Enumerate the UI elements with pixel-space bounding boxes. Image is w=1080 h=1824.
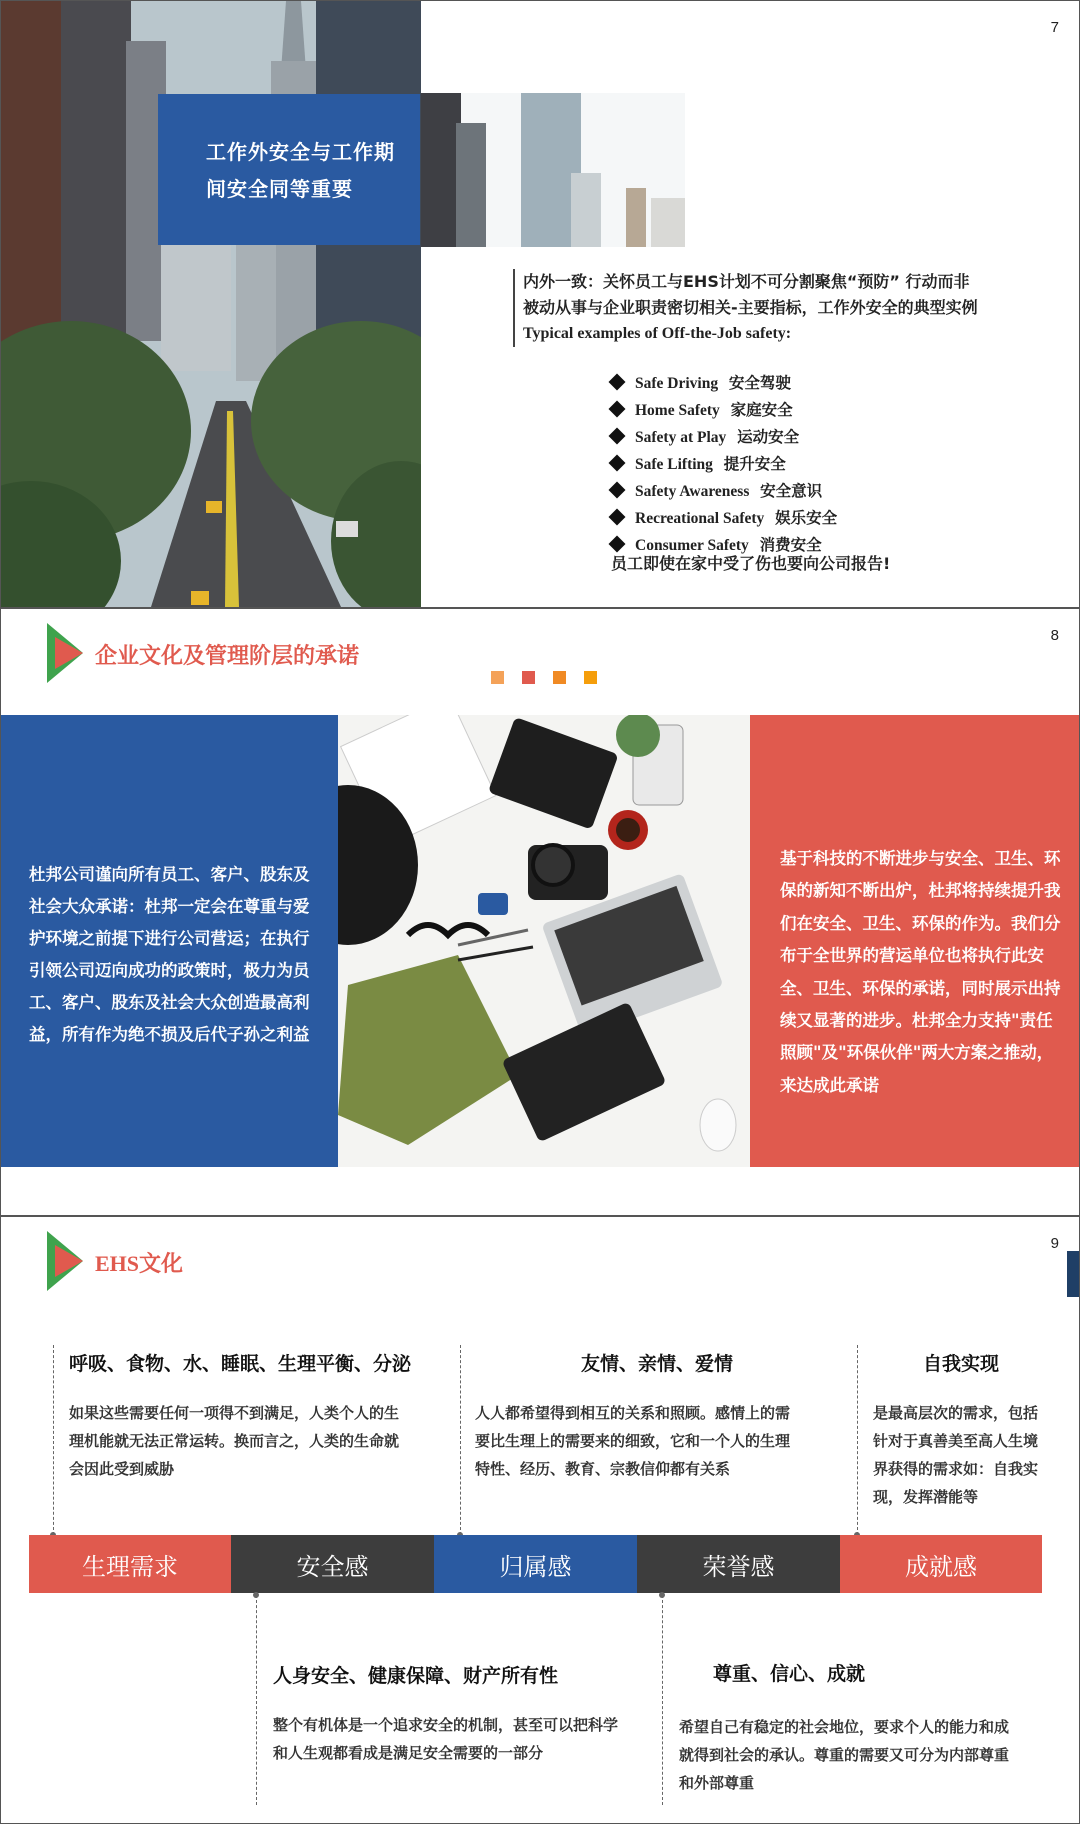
block-heading: 自我实现 (923, 1353, 1000, 1375)
side-tab-marker (1067, 1251, 1079, 1297)
commitment-left-panel: 杜邦公司谨向所有员工、客户、股东及社会大众承诺：杜邦一定会在尊重与爱护环境之前提下进行公司营运；在执行引领公司迈向成功的政策时，极力为员工、客户、股东及社会大众创造最高利益，所有作为绝不损及后代子孙之利益 (1, 715, 338, 1167)
connector-line (53, 1345, 54, 1535)
list-item: Safe Driving 安全驾驶 (611, 370, 837, 397)
triangle-logo-icon (47, 623, 83, 683)
stage-safety: 安全感 (231, 1535, 434, 1593)
desk-items-illustration (338, 715, 750, 1167)
list-item: Safe Lifting 提升安全 (611, 451, 837, 478)
stage-achievement: 成就感 (840, 1535, 1042, 1593)
stage-physiological: 生理需求 (29, 1535, 231, 1593)
block-text: 是最高层次的需求，包括 针对于真善美至高人生境 界获得的需求如：自我实 现，发挥潜能等 (873, 1404, 1039, 1506)
connector-line (662, 1595, 663, 1805)
block-heading: 呼吸、食物、水、睡眠、生理平衡、分泌 (69, 1353, 412, 1375)
slide-8-title: 企业文化及管理阶层的承诺 (95, 644, 360, 669)
block-text: 如果这些需要任何一项得不到满足，人类个人的生 理机能就无法正常运转。换而言之，人类的生命就 会因此受到威胁 (69, 1404, 400, 1478)
page-number: 7 (1050, 19, 1059, 36)
slide-8 (0, 608, 1080, 1216)
intro-line-3: Typical examples of Off-the-Job safety: (523, 325, 792, 342)
dot-icon (553, 671, 566, 684)
list-item: Consumer Safety 消费安全 (611, 532, 837, 559)
dot-icon (584, 671, 597, 684)
dot-icon (522, 671, 535, 684)
slide-9 (0, 1216, 1080, 1824)
city-street-illustration (1, 1, 421, 607)
diamond-bullet-icon (609, 428, 626, 445)
diamond-bullet-icon (609, 509, 626, 526)
block-text: 整个有机体是一个追求安全的机制，甚至可以把科学 和人生观都看成是满足安全需要的一部分 (273, 1716, 619, 1762)
intro-line-1: 内外一致：关怀员工与EHS计划不可分割聚焦“预防” 行动而非 (523, 272, 970, 291)
slide-7-title (158, 94, 420, 245)
page-number: 8 (1050, 627, 1059, 644)
footer-note: 员工即使在家中受了伤也要向公司报告! (611, 554, 891, 573)
diamond-bullet-icon (609, 536, 626, 553)
block-heading: 友情、亲情、爱情 (581, 1353, 734, 1375)
list-item: Safety at Play 运动安全 (611, 424, 837, 451)
stage-esteem: 荣誉感 (637, 1535, 840, 1593)
title-line-2: 间安全同等重要 (206, 177, 353, 201)
dot-icon (491, 671, 504, 684)
city-street-photo (1, 1, 421, 607)
block-heading: 人身安全、健康保障、财产所有性 (273, 1665, 559, 1687)
commitment-right-panel: 基于科技的不断进步与安全、卫生、环保的新知不断出炉，杜邦将持续提升我们在安全、卫生、环保的作为。我们分布于全世界的营运单位也将执行此安全、卫生、环保的承诺，同时展示出持续又显著的进步。杜邦全力支持"责任照顾"及"环保伙伴"两大方案之推动，来达成此承诺 (750, 715, 1079, 1167)
block-heading: 尊重、信心、成就 (713, 1663, 866, 1685)
triangle-logo-icon (47, 1231, 83, 1291)
connector-line (460, 1345, 461, 1535)
list-item: Safety Awareness 安全意识 (611, 478, 837, 505)
title-line-1: 工作外安全与工作期 (206, 140, 395, 164)
safety-examples-list (611, 370, 837, 559)
list-item: Home Safety 家庭安全 (611, 397, 837, 424)
connector-line (857, 1345, 858, 1535)
desk-flatlay-photo (338, 715, 750, 1167)
intro-line-2: 被动从事与企业职责密切相关-主要指标，工作外安全的典型实例 (523, 298, 978, 317)
diamond-bullet-icon (609, 374, 626, 391)
diamond-bullet-icon (609, 455, 626, 472)
list-item: Recreational Safety 娱乐安全 (611, 505, 837, 532)
diamond-bullet-icon (609, 401, 626, 418)
block-text: 人人都希望得到相互的关系和照顾。感情上的需 要比生理上的需要来的细致，它和一个人的生理 特性、经历、教育、宗教信仰都有关系 (475, 1404, 791, 1478)
slide-9-title: EHS文化 (95, 1251, 184, 1276)
page-number: 9 (1050, 1235, 1059, 1252)
slide-7 (0, 0, 1080, 608)
stage-belonging: 归属感 (434, 1535, 637, 1593)
block-text: 希望自己有稳定的社会地位，要求个人的能力和成 就得到社会的承认。尊重的需要又可分为内部尊重 和外部尊重 (679, 1718, 1010, 1792)
skyscraper-photo (421, 93, 685, 247)
connector-line (256, 1595, 257, 1805)
intro-text (513, 269, 1043, 347)
diamond-bullet-icon (609, 482, 626, 499)
skyscraper-illustration (421, 93, 685, 247)
